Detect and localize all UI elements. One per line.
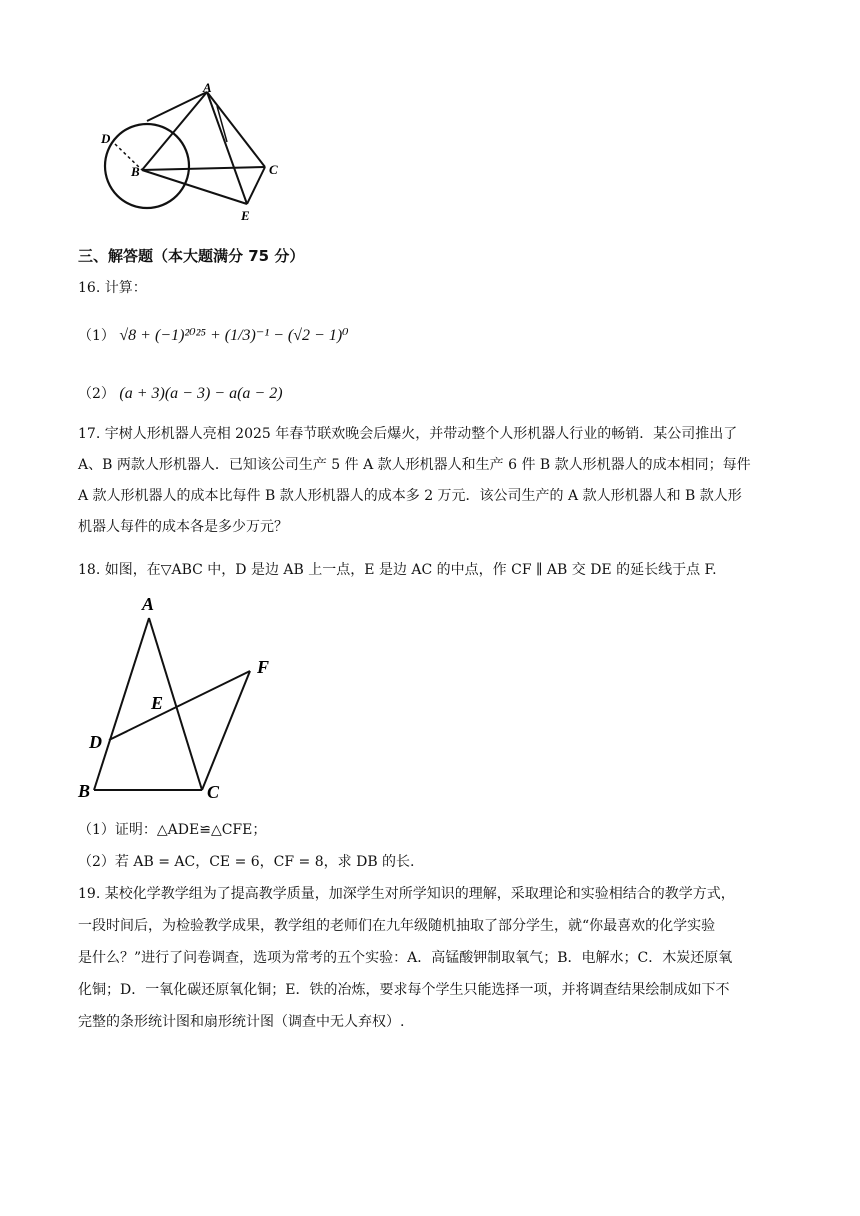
circle-b <box>105 124 189 208</box>
q17-line-1: 17. 宇树人形机器人亮相 2025 年春节联欢晚会后爆火，并带动整个人形机器人行业的畅销．某公司推出了 <box>78 426 738 442</box>
label-a: A <box>203 82 212 95</box>
segment-cf <box>202 671 250 790</box>
figure-triangle-abc <box>72 590 282 805</box>
q18-part1: （1）证明：△ADE≌△CFE； <box>78 822 267 838</box>
segment-be <box>142 170 247 204</box>
q19-line-2: 一段时间后，为检验教学成果，教学组的老师们在九年级随机抽取了部分学生，就“你最喜欢的化学实验 <box>78 918 716 934</box>
q16-part1-tag: （1） <box>78 328 115 344</box>
q17-line-4: 机器人每件的成本各是多少万元？ <box>78 519 288 535</box>
q16-part2-expression: (a + 3)(a − 3) − a(a − 2) <box>119 385 283 402</box>
section-heading: 三、解答题（本大题满分 75 分） <box>78 247 305 265</box>
segment-ac <box>207 92 265 167</box>
label-c: C <box>269 162 278 177</box>
label-c: C <box>207 782 220 802</box>
figure-circle-triangles <box>95 82 295 224</box>
segment-df <box>109 671 250 740</box>
q18-stem: 18. 如图，在▽ABC 中，D 是边 AB 上一点，E 是边 AC 的中点，作 CF ∥ AB 交 DE 的延长线于点 F. <box>78 562 717 578</box>
q18-part2: （2）若 AB = AC，CE = 6，CF = 8，求 DB 的长. <box>78 854 415 870</box>
label-e: E <box>241 208 250 223</box>
q17-line-2: A、B 两款人形机器人．已知该公司生产 5 件 A 款人形机器人和生产 6 件 B 款人形机器人的成本相同；每件 <box>78 457 751 473</box>
segment-ae <box>207 92 247 204</box>
q16-part2 <box>78 384 283 404</box>
label-e: E <box>151 693 164 713</box>
label-b: B <box>131 164 140 179</box>
label-a: A <box>142 594 155 614</box>
q16-part1-expression: √8 + (−1)²⁰²⁵ + (1/3)⁻¹ − (√2 − 1)⁰ <box>119 327 349 344</box>
segment-ad <box>147 92 207 121</box>
segment-ce <box>247 167 265 204</box>
segment-ab <box>94 618 149 790</box>
q17-line-3: A 款人形机器人的成本比每件 B 款人形机器人的成本多 2 万元．该公司生产的 A 款人形机器人和 B 款人形 <box>78 488 742 504</box>
q19-line-1: 19. 某校化学教学组为了提高教学质量，加深学生对所学知识的理解，采取理论和实验相结合的教学方式， <box>78 886 735 902</box>
q19-line-4: 化铜；D．一氧化碳还原氧化铜；E．铁的冶炼，要求每个学生只能选择一项，并将调查结果绘制成如下不 <box>78 982 730 998</box>
q16-stem: 16. 计算： <box>78 280 147 296</box>
label-f: F <box>257 657 270 677</box>
q19-line-3: 是什么？”进行了问卷调查，选项为常考的五个实验：A．高锰酸钾制取氧气；B．电解水；C．木炭还原氧 <box>78 950 733 966</box>
q16-part2-tag: （2） <box>78 386 115 402</box>
label-d: D <box>89 732 102 752</box>
segment-ab <box>142 92 207 170</box>
label-d: D <box>101 131 111 146</box>
label-b: B <box>78 781 91 801</box>
q16-part1 <box>78 326 349 346</box>
q19-line-5: 完整的条形统计图和扇形统计图（调查中无人弃权）. <box>78 1014 405 1030</box>
segment-bc <box>142 167 265 170</box>
